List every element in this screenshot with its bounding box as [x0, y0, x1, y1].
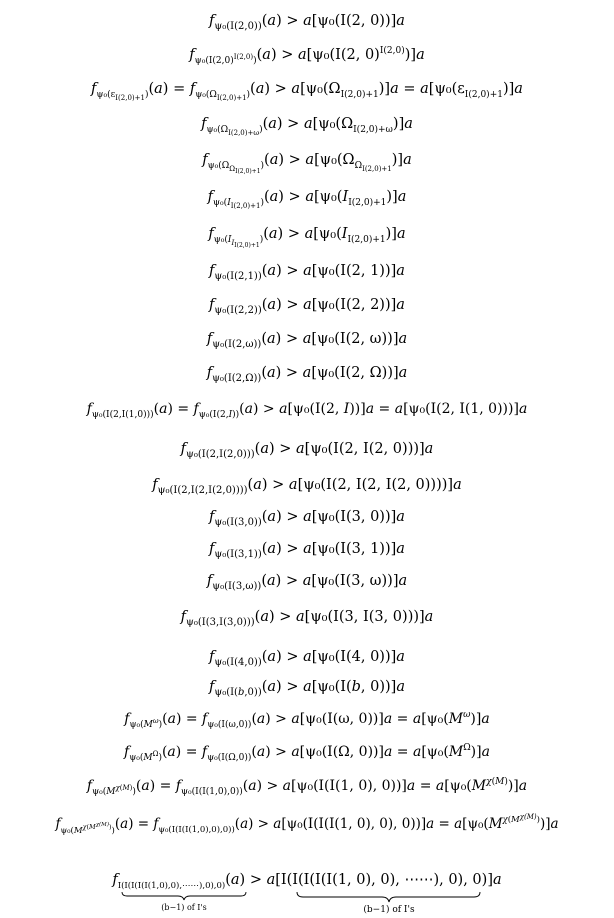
equation-19: $f_{\psi_0(I(4,0))}(a) > a[\psi_0(I(4$, 0))]a	[209, 649, 405, 668]
equation-15: $f_{\psi_0(I(3,0))}(a) > a[\psi_0(I(3$, 0))]a	[209, 509, 405, 528]
underbrace-left	[122, 892, 246, 900]
equation-4: $f_{\psi_0(\Omega I(2,0)+\omega}^)(a) > a[\psi_0(\Omega_{I(2,0)+\omega})]a$	[201, 116, 413, 137]
equation-7: $f_{\psi_0(}I_II(2,0)+1^)(a) > a[\psi_0(I_{I(2,0)+1})]a$	[208, 226, 406, 249]
equation-3: $f_{\psi_0(\varepsilon I(2,0)+1}^)(a) = f_{\psi_0(\Omega I(2,0)+1}^)(a) > a[\psi_0(\Omega_{I(2,0)+1})]a = a[\psi_0(\varepsilon_{I(2,0)+1})]a$	[91, 81, 523, 102]
equation-6: $f_{\psi_0(}I_{I(2,0)+1}^)(a) > a[\psi_0(I_{I(2,0)+1})]a$	[207, 189, 407, 210]
equation-16: $f_{\psi_0(I(3,1))}(a) > a[\psi_0(I(3$, 1))]a	[209, 541, 405, 560]
equation-10: $f_{\psi_0(I(2,\omega))}(a) > a[\psi_0(I(2$, ω))]a	[206, 331, 408, 350]
equation-8: $f_{\psi_0(I(2,1))}(a) > a[\psi_0(I(2$, 1))]a	[209, 263, 405, 282]
underbrace-left-label: (b−1) of I's	[161, 903, 207, 912]
equation-25: $f_{I(I(I(I(I(1,0),0),\cdots\cdots),0),0)}(a) > a[I(I(I(I(I(1$, 0), 0), ⋯⋯), 0), 0)]a	[112, 872, 502, 891]
equation-5: $f_{\psi_0(\Omega\Omega}I(2,0)+1^)(a) > a[\psi_0(\Omega_{\Omega I(2,0)+1})]a$	[202, 152, 412, 175]
equation-9: $f_{\psi_0(I(2,2))}(a) > a[\psi_0(I(2$, 2))]a	[209, 297, 405, 316]
equation-2: $f_{\psi_0(I(2,0)}^{I(2,0)}_)(a) > a[\psi_0(I(2$, 0)$^{I(2,0)}$)]a	[189, 46, 425, 66]
equation-14: $f_{\psi_0(I(2,I(2,I(2,0))))}(a) > a[\psi_0(I(2$, I(2, I(2, 0))))]a	[152, 477, 462, 496]
equation-13: $f_{\psi_0(I(2,I(2,0)))}(a) > a[\psi_0(I(2$, I(2, 0)))]a	[180, 441, 434, 460]
equation-21: $f_{\psi_0(}M^\omega_)(a) = f_{\psi_0(I(\omega,0))}(a) > a[\psi_0(I(\omega$, $0))]a = a[\psi_0(M^\omega)]a$	[124, 710, 490, 730]
equation-22: $f_{\psi_0(}M^\Omega_)(a) = f_{\psi_0(I(\Omega,0))}(a) > a[\psi_0(I(\Omega$, $0))]a = a[\psi_0(M^\Omega)]a$	[124, 743, 490, 763]
equation-12: $f_{\psi_0(I(2,I(1,0)))}(a) = f_{\psi_0(I(2,}I))(a) > a[\psi_0(I(2$, I))]a = a[ψ₀(I(2, I(1, 0)))]a	[86, 401, 528, 420]
equation-24: $f_{\psi_0(}M^\chi(M^{\chi(M)}_{))}(a) = f_{\psi_0(I(I(I(1,0),0),0))}(a) > a[\psi_0(I(I(I(1$, 0), 0), $0))]a = a[\psi_0(M^\chi(M^{\chi(M)}_))]a$	[55, 813, 559, 836]
equation-11: $f_{\psi_0(I(2,\Omega))}(a) > a[\psi_0(I(2$, Ω))]a	[206, 365, 408, 384]
equation-18: $f_{\psi_0(I(3,I(3,0)))}(a) > a[\psi_0(I(3$, I(3, 0)))]a	[180, 609, 434, 628]
equation-17: $f_{\psi_0(I(3,\omega))}(a) > a[\psi_0(I(3$, ω))]a	[206, 573, 408, 592]
equation-23: $f_{\psi_0(}M^\chi(M)_)(a) = f_{\psi_0(I(I(1,0),0))}(a) > a[\psi_0(I(I(1$, 0), $0))]a = a[\psi_0(M^\chi(M))]a$	[86, 777, 528, 797]
equation-20: $f_{\psi_0(I(}b,0))(a) > a[\psi_0(I(b$, 0))]a	[208, 679, 406, 698]
underbrace-right	[297, 892, 480, 902]
underbrace-right-label: (b−1) of I's	[363, 905, 415, 915]
equation-1: $f_{\psi_0(I(2,0))}(a) > a[\psi_0(I(2$, 0))]a	[209, 13, 405, 32]
